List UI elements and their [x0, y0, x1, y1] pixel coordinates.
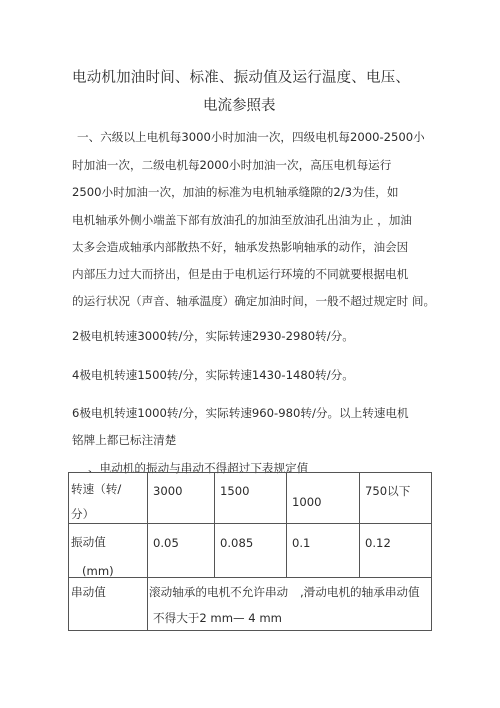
row3-text-line1b: ,滑动电机的轴承串动值: [300, 585, 420, 599]
speed-6-pole-line1: 6极电机转速1000转/分，实际转速960-980转/分。以上转速电机: [72, 406, 409, 420]
paragraph-line-5: 太多会造成轴承内部散热不好，轴承发热影响轴承的动作，油会因: [72, 240, 409, 254]
row3-label: 串动值: [71, 585, 106, 599]
row1-label-line1: 转速（转/: [71, 482, 122, 496]
paragraph-line-3: 2500小时加油一次，加油的标准为电机轴承缝隙的2/3为佳，如: [72, 185, 399, 199]
table-row: [69, 524, 432, 578]
speed-2-pole: 2极电机转速3000转/分，实际转速2930-2980转/分。: [72, 329, 354, 343]
table-row: [69, 578, 432, 631]
row1-cell-3000: 3000: [153, 484, 183, 498]
speed-6-pole-line2: 铭牌上都已标注清楚: [72, 433, 177, 447]
paragraph-line-4: 电机轴承外侧小端盖下部有放油孔的加油至放油孔出油为止 ，加油: [72, 213, 412, 227]
paragraph-line-6: 内部压力过大而挤出，但是由于电机运行环境的不同就要根据电机: [72, 267, 409, 281]
row1-cell-750: 750以下: [365, 484, 411, 498]
row3-text-line1a: 滚动轴承的电机不允许串动: [149, 585, 289, 599]
paragraph-line-2: 时加油一次，二级电机每2000小时加油一次，高压电机每运行: [72, 158, 392, 172]
speed-4-pole: 4极电机转速1500转/分，实际转速1430-1480转/分。: [72, 368, 354, 382]
row2-cell-1: 0.05: [153, 536, 179, 550]
row2-cell-4: 0.12: [365, 536, 391, 550]
row2-label-line1: 振动值: [71, 535, 106, 549]
vibration-table: [68, 472, 432, 631]
row2-cell-3: 0.1: [292, 536, 311, 550]
row2-label-line2: (mm): [82, 564, 114, 578]
row1-cell-1000: 1000: [292, 495, 322, 509]
table-row: [69, 473, 432, 524]
document-title-line1: 电动机加油时间、标准、振动值及运行温度、电压、: [72, 70, 411, 86]
document-title-line2: 电流参照表: [203, 98, 276, 114]
row1-cell-1500: 1500: [220, 484, 250, 498]
paragraph-line-1: 一、六级以上电机每3000小时加油一次，四级电机每2000-2500小: [77, 130, 425, 144]
row1-label-line2: 分）: [71, 507, 95, 521]
section2-heading: 、电动机的振动与串动不得超过下表规定值: [88, 461, 309, 475]
paragraph-line-7: 的运行状况（声音、轴承温度）确定加油时间，一般不超过规定时 间。: [72, 294, 436, 308]
row3-text-line2: 不得大于2 mm— 4 mm: [153, 611, 282, 625]
row2-cell-2: 0.085: [220, 536, 254, 550]
